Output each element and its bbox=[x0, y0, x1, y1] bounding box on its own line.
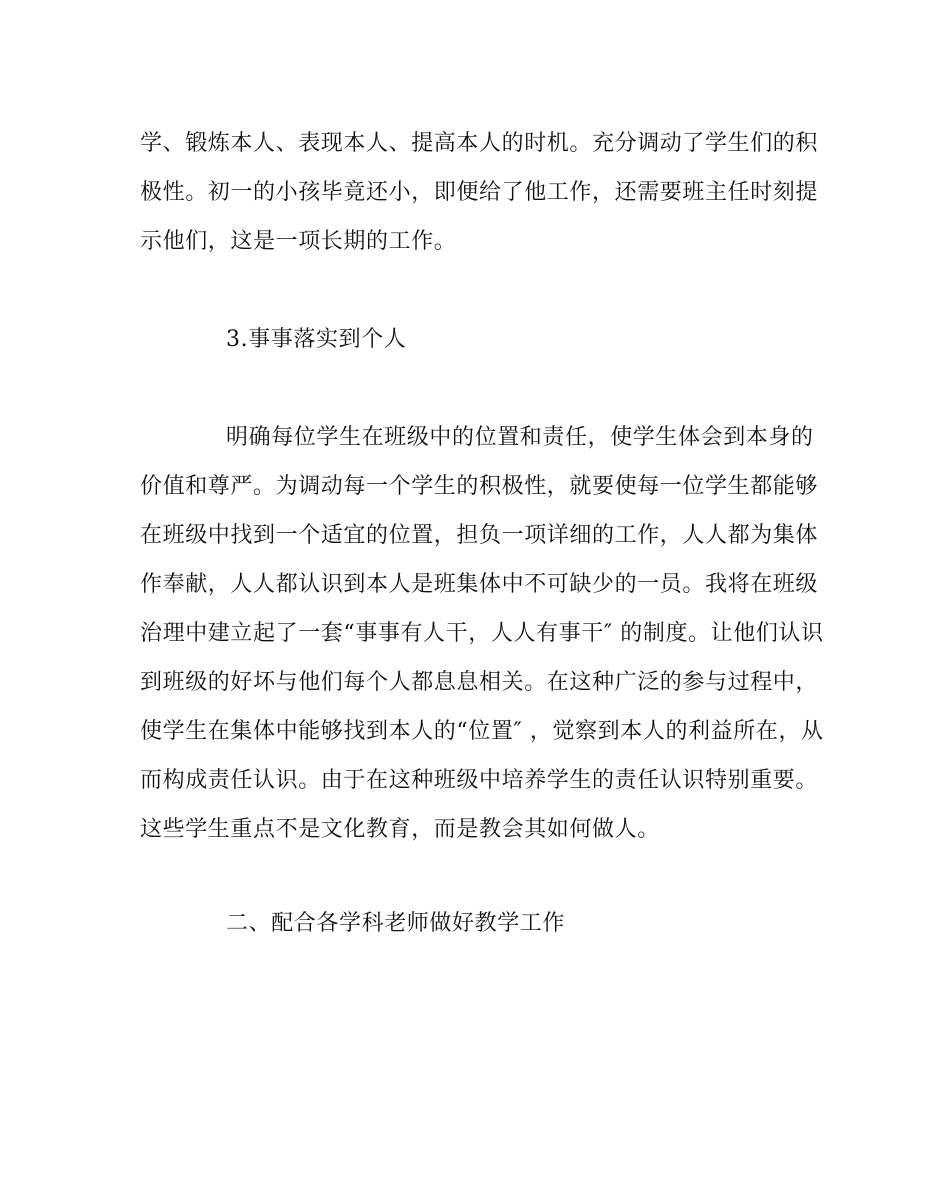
paragraph-1-line-3: 示他们，这是一项长期的工作。 bbox=[140, 229, 457, 254]
paragraph-2-line-9: 这些学生重点不是文化教育，而是教会其如何做人。 bbox=[140, 817, 660, 842]
paragraph-2-line-3: 在班级中找到一个适宜的位置，担负一项详细的工作，人人都为集体 bbox=[140, 523, 819, 548]
section-heading-2: 二、配合各学科老师做好教学工作 bbox=[226, 911, 566, 936]
paragraph-2-line-5: 治理中建立起了一套“事事有人干，人人有事干″ 的制度。让他们认识 bbox=[140, 621, 824, 646]
paragraph-2-line-4: 作奉献，人人都认识到本人是班集体中不可缺少的一员。我将在班级 bbox=[140, 572, 819, 597]
paragraph-2-line-8: 而构成责任认识。由于在这种班级中培养学生的责任认识特别重要。 bbox=[140, 768, 819, 793]
paragraph-1-line-2: 极性。初一的小孩毕竟还小，即便给了他工作，还需要班主任时刻提 bbox=[140, 180, 819, 205]
paragraph-2-line-2: 价值和尊严。为调动每一个学生的积极性，就要使每一位学生都能够 bbox=[140, 474, 819, 499]
section-heading-3: 3.事事落实到个人 bbox=[226, 327, 407, 352]
paragraph-1-line-1: 学、锻炼本人、表现本人、提高本人的时机。充分调动了学生们的积 bbox=[140, 131, 819, 156]
paragraph-2-line-1: 明确每位学生在班级中的位置和责任，使学生体会到本身的 bbox=[226, 425, 814, 450]
paragraph-2-line-7: 使学生在集体中能够找到本人的“位置″ ，觉察到本人的利益所在，从 bbox=[140, 719, 824, 744]
paragraph-2-line-6: 到班级的好坏与他们每个人都息息相关。在这种广泛的参与过程中， bbox=[140, 670, 819, 695]
